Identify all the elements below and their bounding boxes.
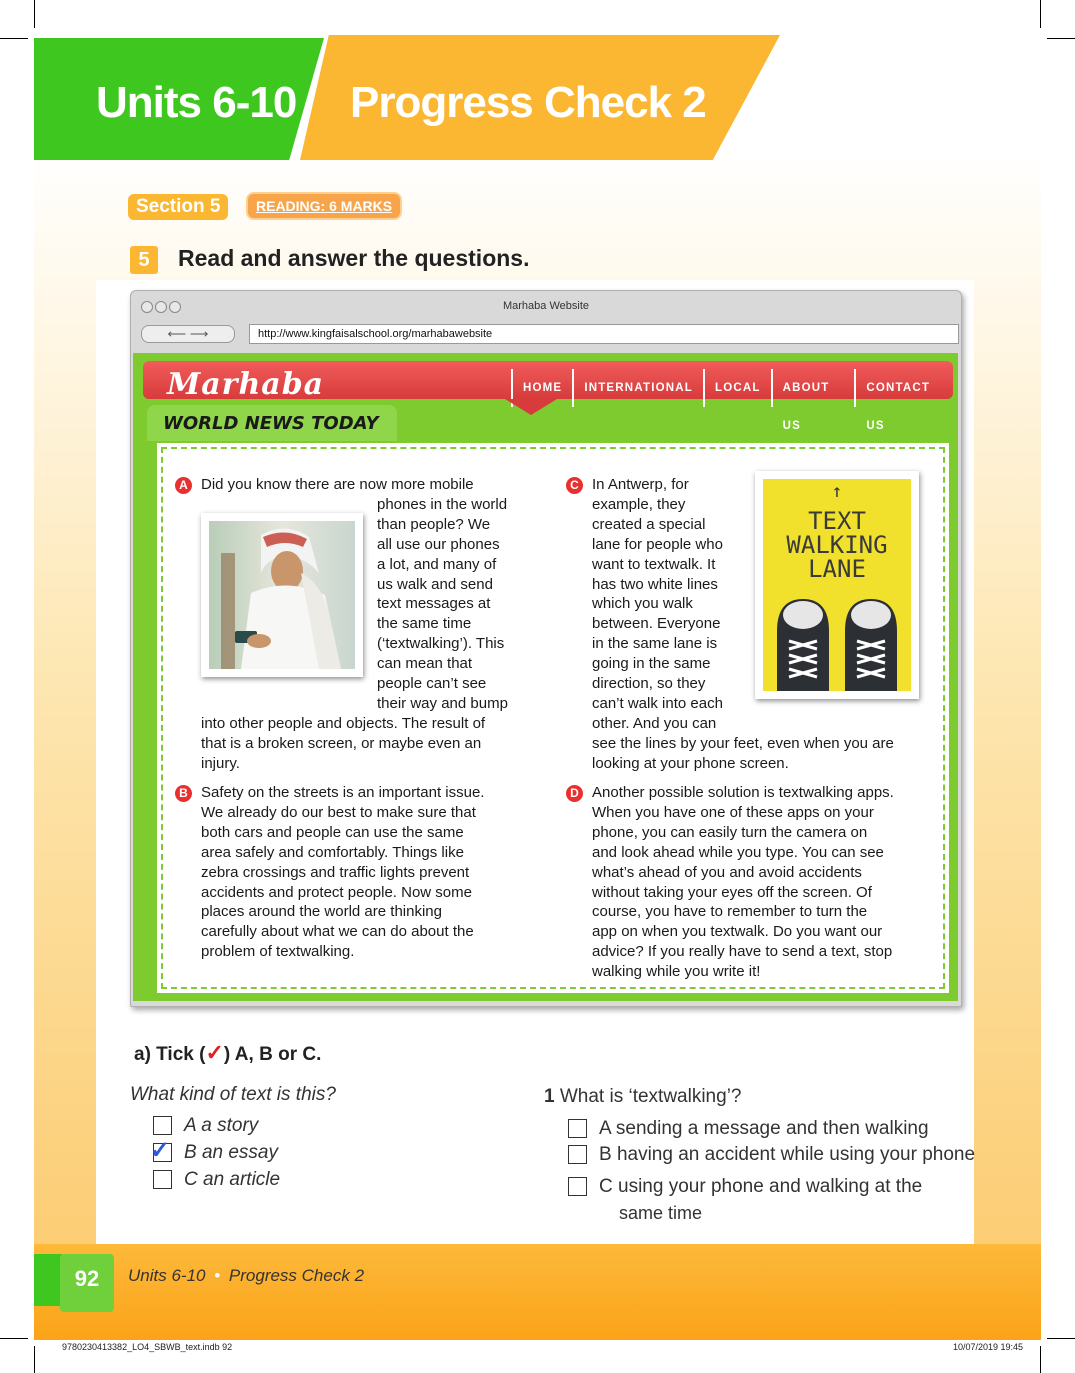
man-texting-image bbox=[201, 513, 363, 677]
q1-option-c-continued: same time bbox=[619, 1203, 703, 1223]
sneakers-image bbox=[763, 591, 911, 691]
article-a-text: Did you know there are now more mobile phones in the world than people? We all use our phones a lot, and many of us walk and send text messages at the same time (‘textwalking’). This can mean that people can’t see their way and bump into other people and objects. The result of that is a broken screen, or maybe even an injury. bbox=[201, 476, 508, 772]
article-b-text: Safety on the streets is an important issue. We already do our best to make sure that both cars and people can use the same area safely and comfortably. Things like zebra crossings and traffic lights prevent accidents and protect people. Now some places around the world are thinking carefully about what we can do about the problem of textwalking. bbox=[201, 784, 485, 961]
exercise-number: 5 bbox=[130, 246, 158, 274]
example-option-b: B an essay bbox=[184, 1142, 278, 1163]
crop-mark bbox=[0, 1338, 28, 1339]
q1-option-a: A sending a message and then walking bbox=[599, 1118, 929, 1139]
article-c-text: In Antwerp, for example, they created a special lane for people who want to textwalk. It has two white lines which you walk between. Everyone in the same lane is going in the same direction, so they can’t walk into each other. And you can see the lines by your feet, even when you are looking at your phone screen. bbox=[592, 476, 894, 772]
checkbox-q1-a[interactable] bbox=[568, 1119, 587, 1138]
example-option-c: C an article bbox=[184, 1169, 281, 1190]
units-heading: Units 6-10 bbox=[96, 78, 297, 127]
crop-mark bbox=[34, 0, 35, 28]
question-1: 1 What is ‘textwalking’? bbox=[544, 1086, 742, 1107]
checked-tick-icon: ✓ bbox=[150, 1137, 171, 1164]
site-nav bbox=[511, 369, 953, 432]
nav-home: HOME bbox=[511, 369, 572, 407]
articles-box bbox=[161, 447, 945, 989]
nav-about-us: ABOUT US bbox=[771, 369, 855, 407]
date-slug: 10/07/2019 19:45 bbox=[953, 1342, 1024, 1352]
checkbox-q1-b[interactable] bbox=[568, 1145, 587, 1164]
example-question: What kind of text is this? bbox=[130, 1084, 336, 1105]
address-bar: http://www.kingfaisalschool.org/marhabawebsite bbox=[249, 324, 959, 344]
checkbox-q1-c[interactable] bbox=[568, 1177, 587, 1196]
site-logo: Marhaba bbox=[167, 367, 325, 402]
crop-mark bbox=[1040, 1346, 1041, 1373]
nav-local: LOCAL bbox=[703, 369, 771, 407]
q1-option-c: C using your phone and walking at the bbox=[599, 1176, 923, 1197]
badge-a: A bbox=[175, 477, 192, 494]
checkbox-example-a[interactable] bbox=[153, 1116, 172, 1135]
footer-label: Units 6-10 • Progress Check 2 bbox=[128, 1266, 365, 1285]
page-number: 92 bbox=[60, 1254, 114, 1312]
section-tag: Section 5 bbox=[128, 194, 228, 220]
crop-mark bbox=[1040, 0, 1041, 28]
nav-pointer bbox=[505, 399, 557, 415]
q1-option-b: B having an accident while using your phone bbox=[599, 1144, 976, 1165]
badge-d: D bbox=[566, 785, 583, 802]
up-arrow-icon: ↑ bbox=[831, 481, 843, 502]
crop-mark bbox=[34, 1346, 35, 1373]
task-instruction: a) Tick (✓) A, B or C. bbox=[134, 1040, 322, 1065]
article-d-text: Another possible solution is textwalking apps. When you have one of these apps on your phone, you can easily turn the camera on and look ahead while you type. You can see what’s ahead of you and avoid accidents without taking your eyes off the screen. Of course, you have to remember to turn the app on when you textwalk. Do you want our advice? If you really have to send a text, stop walking while you write it! bbox=[592, 784, 894, 981]
photo-man-with-phone bbox=[201, 513, 363, 677]
nav-contact-us: CONTACT US bbox=[854, 369, 953, 407]
footer-band bbox=[34, 1244, 1041, 1340]
browser-window bbox=[130, 290, 962, 1007]
browser-title: Marhaba Website bbox=[502, 300, 589, 312]
tick-icon: ✓ bbox=[205, 1040, 224, 1065]
crop-mark bbox=[1047, 38, 1075, 39]
crop-mark bbox=[0, 38, 28, 39]
section-title: WORLD NEWS TODAY bbox=[163, 413, 379, 434]
file-slug: 9780230413382_LO4_SBWB_text.indb 92 bbox=[62, 1342, 233, 1352]
sign-text: TEXT WALKING LANE bbox=[786, 507, 888, 583]
crop-mark bbox=[1047, 1338, 1075, 1339]
back-forward-arrows-icon: ⟵ ⟶ bbox=[141, 325, 235, 343]
exercise-instruction: Read and answer the questions. bbox=[178, 245, 530, 271]
photo-text-walking-lane bbox=[755, 471, 919, 699]
yellow-sign bbox=[763, 479, 911, 691]
example-option-a: A a story bbox=[184, 1115, 259, 1136]
website-area bbox=[133, 353, 958, 1001]
checkbox-example-c[interactable] bbox=[153, 1170, 172, 1189]
footer-tab bbox=[34, 1254, 62, 1306]
reading-marks-tag: READING: 6 MARKS bbox=[248, 194, 400, 218]
nav-international: INTERNATIONAL bbox=[572, 369, 703, 407]
page-title: Progress Check 2 bbox=[350, 78, 706, 127]
badge-b: B bbox=[175, 785, 192, 802]
badge-c: C bbox=[566, 477, 583, 494]
